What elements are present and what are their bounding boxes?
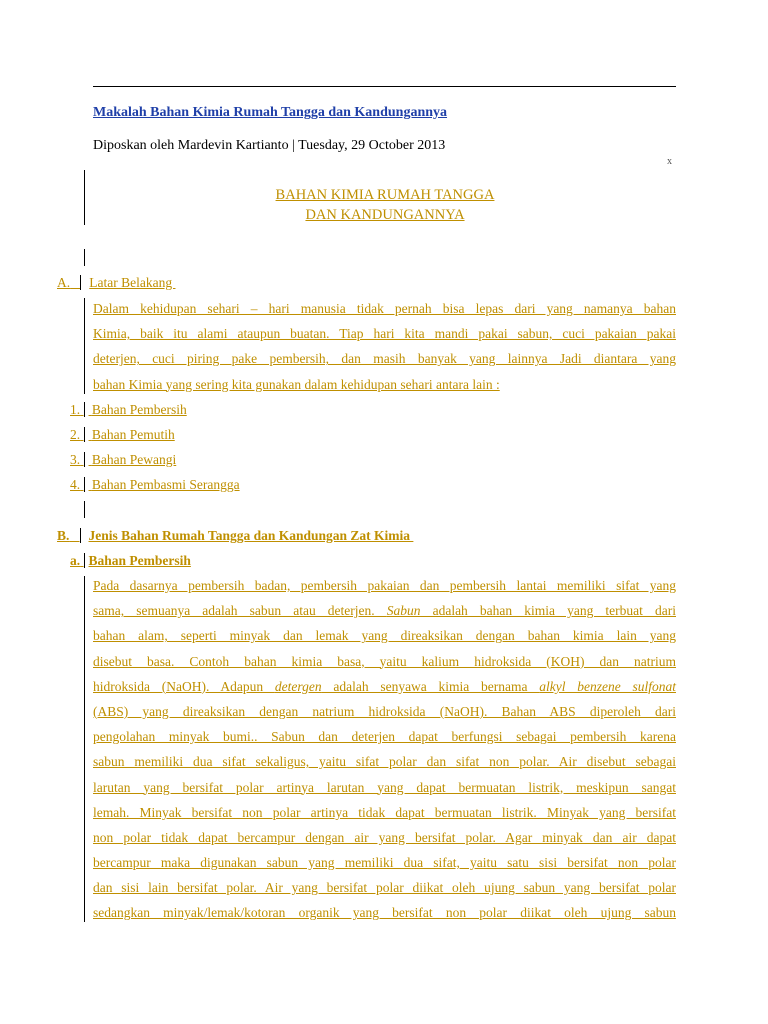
paragraph-line: bahan alam, seperti minyak dan lemak yang direaksikan dengan bahan kimia lain yang (93, 628, 676, 644)
paragraph-line: Pada dasarnya pembersih badan, pembersih pakaian dan pembersih lantai memiliki sifat yang (93, 578, 676, 593)
paragraph-line: disebut basa. Contoh bahan kimia basa, yaitu kalium hidroksida (KOH) dan natrium (93, 653, 676, 669)
paragraph-line: pengolahan minyak bumi.. Sabun dan deterjen dapat berfungsi sebagai pembersih karena (93, 729, 676, 745)
paragraph-line: Dalam kehidupan sehari – hari manusia tidak pernah bisa lepas dari yang namanya bahan (93, 301, 676, 316)
list-marker: 1. (70, 402, 81, 417)
list-label: Bahan Pewangi (91, 452, 177, 467)
margin-bar (84, 576, 85, 922)
paragraph-line: dan sisi lain bersifat polar. Air yang bersifat polar diikat oleh ujung sabun yang bersifat polar (93, 880, 676, 896)
emphasis-abs: alkyl benzene sulfonat (539, 678, 676, 694)
list-label: Bahan Pembasmi Serangga (91, 477, 240, 492)
section-a-paragraph (93, 296, 676, 397)
close-icon[interactable]: x (667, 156, 672, 167)
document-title-line-1: BAHAN KIMIA RUMAH TANGGA (275, 187, 495, 203)
margin-bar (84, 170, 85, 225)
list-marker: 2. (70, 427, 81, 442)
emphasis-sabun: Sabun (386, 603, 421, 619)
paragraph-line: (ABS) yang direaksikan dengan natrium hidroksida (NaOH). Bahan ABS diperoleh dari (93, 703, 676, 719)
paragraph-line: lemah. Minyak bersifat non polar artinya tidak dapat bermuatan listrik. Minyak yang bersifat (93, 804, 676, 820)
section-a-heading (57, 275, 175, 291)
list-item (70, 427, 175, 443)
document-title-line-2: DAN KANDUNGANNYA (305, 207, 465, 223)
subsection-a-heading (70, 553, 191, 569)
section-title: Jenis Bahan Rumah Tangga dan Kandungan Zat Kimia (88, 528, 414, 543)
section-marker: B. (57, 528, 70, 543)
section-title: Latar Belakang (89, 275, 176, 290)
paragraph-line: non polar tidak dapat bercampur dengan air yang bersifat polar. Agar minyak dan air dapat (93, 829, 676, 845)
bahan-pembersih-paragraph (93, 573, 676, 926)
list-item (70, 477, 240, 493)
section-marker: A. (57, 275, 71, 290)
paragraph-line: deterjen, cuci piring pake pembersih, dan masih banyak yang lainnya Jadi diantara yang (93, 351, 676, 367)
paragraph-line: sedangkan minyak/lemak/kotoran organik yang bersifat non polar diikat oleh ujung sabun (93, 905, 676, 921)
paragraph-line: bahan Kimia yang sering kita gunakan dalam kehidupan sehari antara lain : (93, 376, 500, 392)
paragraph-line: larutan yang bersifat polar artinya larutan yang dapat bermuatan listrik, meskipun sangat (93, 779, 676, 795)
section-b-heading (57, 528, 413, 544)
emphasis-detergen: detergen (274, 678, 322, 694)
list-label: Bahan Pemutih (91, 427, 175, 442)
paragraph-line: Kimia, baik itu alami ataupun buatan. Tiap hari kita mandi pakai sabun, cuci pakaian pakai (93, 326, 676, 342)
margin-bar (84, 501, 85, 518)
margin-bar (84, 249, 85, 266)
subsection-title: Bahan Pembersih (88, 553, 191, 568)
list-marker: 3. (70, 452, 81, 467)
post-byline: Diposkan oleh Mardevin Kartianto | Tuesday, 29 October 2013 (93, 138, 446, 153)
list-label: Bahan Pembersih (91, 402, 187, 417)
list-item (70, 452, 176, 468)
top-horizontal-rule (93, 86, 676, 87)
paragraph-line: hidroksida (NaOH). Adapun detergen adalah senyawa kimia bernama alkyl benzene sulfonat (93, 678, 676, 694)
list-marker: 4. (70, 477, 81, 492)
paragraph-line: bercampur maka digunakan sabun yang memiliki dua sifat, yaitu satu sisi bersifat non polar (93, 855, 676, 871)
paragraph-line: sama, semuanya adalah sabun atau deterjen. Sabun adalah bahan kimia yang terbuat dari (93, 603, 676, 619)
margin-bar (84, 298, 85, 394)
post-title-link[interactable]: Makalah Bahan Kimia Rumah Tangga dan Kandungannya (93, 105, 448, 120)
paragraph-line: sabun memiliki dua sifat sekaligus, yaitu sifat polar dan sifat non polar. Air disebut sebagai (93, 754, 676, 770)
subsection-marker: a. (70, 553, 81, 568)
list-item (70, 402, 187, 418)
